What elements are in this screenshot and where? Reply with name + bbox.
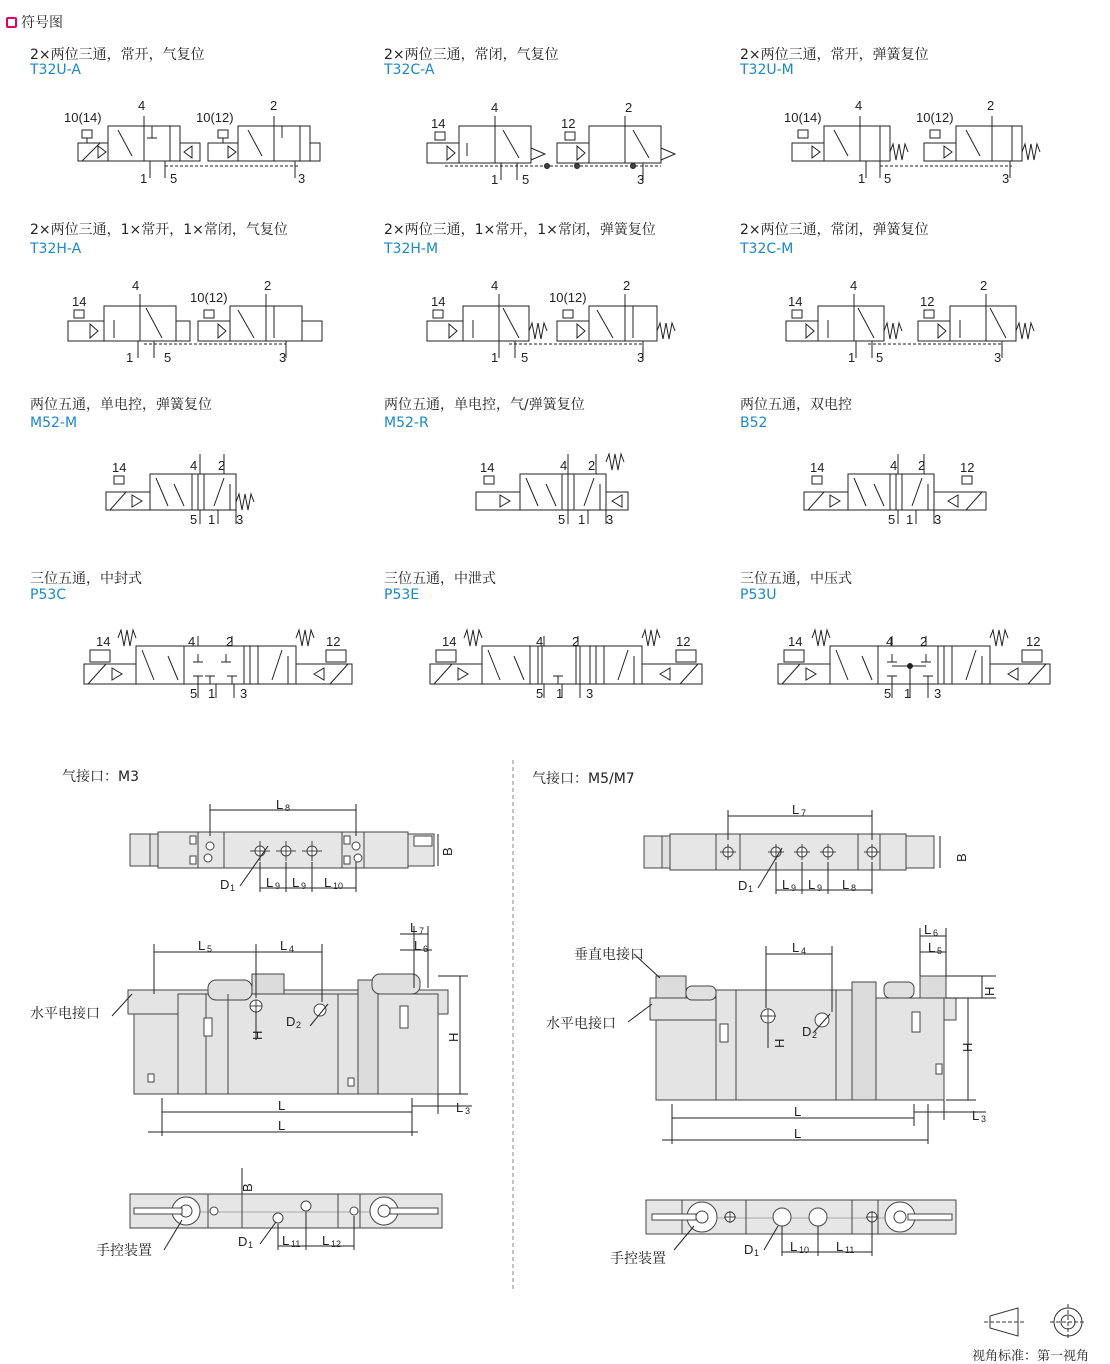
symbol-caption: 2×两位三通，常开，气复位 bbox=[30, 47, 205, 63]
port-label: 10(12) bbox=[916, 110, 954, 125]
symbol-code: T32U-A bbox=[30, 62, 81, 78]
port-label: 3 bbox=[279, 350, 287, 365]
port-label: 5 bbox=[884, 171, 892, 186]
port-label: 14 bbox=[480, 460, 495, 475]
dim-label-l10: L bbox=[790, 1239, 798, 1254]
valve-symbol-p53u bbox=[778, 626, 1058, 706]
port-label: 14 bbox=[72, 294, 87, 309]
dim-label-d2: D bbox=[802, 1024, 812, 1039]
port-label: 1 bbox=[858, 171, 866, 186]
dim-label-l6: L bbox=[414, 938, 422, 953]
svg-text:4: 4 bbox=[289, 944, 295, 954]
svg-text:3: 3 bbox=[465, 1106, 471, 1116]
svg-text:9: 9 bbox=[301, 881, 307, 891]
horizontal-connector-label: 水平电接口 bbox=[546, 1016, 616, 1032]
dim-label-l11: L bbox=[282, 1233, 290, 1248]
port-label: 14 bbox=[788, 294, 803, 309]
svg-text:8: 8 bbox=[285, 803, 291, 813]
dim-label-l6: L bbox=[924, 922, 932, 937]
port-label: 12 bbox=[1026, 634, 1041, 649]
port-label: 4 bbox=[890, 458, 898, 473]
dim-label-d1: D bbox=[744, 1242, 754, 1257]
port-label: 5 bbox=[558, 512, 566, 527]
port-label: 1 bbox=[126, 350, 134, 365]
port-label: 12 bbox=[561, 116, 576, 131]
port-label: 1 bbox=[208, 512, 216, 527]
port-label: 10(12) bbox=[190, 290, 228, 305]
section-title: 符号图 bbox=[21, 15, 63, 31]
dim-label-h3: H bbox=[772, 1038, 787, 1048]
symbol-caption: 2×两位三通，常开，弹簧复位 bbox=[740, 47, 929, 63]
port-label: 12 bbox=[960, 460, 975, 475]
port-label: 3 bbox=[934, 512, 942, 527]
port-label: 5 bbox=[164, 350, 172, 365]
svg-text:8: 8 bbox=[851, 883, 857, 893]
top-view-m5m7 bbox=[636, 796, 986, 906]
dim-label-l2: L bbox=[794, 1104, 802, 1119]
port-label: 14 bbox=[431, 116, 446, 131]
port-label: 14 bbox=[442, 634, 457, 649]
svg-text:5: 5 bbox=[207, 944, 213, 954]
port-label: 10(12) bbox=[196, 110, 234, 125]
port-label: 1 bbox=[904, 686, 912, 701]
port-label: 14 bbox=[112, 460, 127, 475]
dim-label-b2: B bbox=[240, 1183, 255, 1192]
port-label: 2 bbox=[920, 634, 928, 649]
port-label: 3 bbox=[606, 512, 614, 527]
section-title-m5m7: 气接口：M5/M7 bbox=[532, 771, 635, 787]
port-label: 4 bbox=[188, 634, 196, 649]
port-label: 5 bbox=[888, 512, 896, 527]
projection-legend: 视角标准：第一视角 bbox=[972, 1349, 1090, 1364]
bottom-view-m3 bbox=[90, 1168, 460, 1278]
port-label: 1 bbox=[578, 512, 586, 527]
dim-label-h1: H bbox=[446, 1032, 461, 1042]
symbol-caption: 三位五通，中压式 bbox=[740, 571, 852, 587]
port-label: 12 bbox=[920, 294, 935, 309]
port-label: 10(12) bbox=[549, 290, 587, 305]
dim-label-b1: B bbox=[440, 847, 455, 856]
symbol-code: T32H-A bbox=[30, 241, 82, 257]
dim-label-d2: D bbox=[286, 1014, 296, 1029]
svg-text:9: 9 bbox=[817, 883, 823, 893]
port-label: 3 bbox=[236, 512, 244, 527]
svg-text:7: 7 bbox=[419, 926, 425, 936]
port-label: 14 bbox=[788, 634, 803, 649]
svg-text:9: 9 bbox=[275, 881, 281, 891]
dim-label-l10: L bbox=[324, 875, 332, 890]
port-label: 1 bbox=[556, 686, 564, 701]
symbol-caption: 三位五通，中泄式 bbox=[384, 571, 496, 587]
port-label: 14 bbox=[96, 634, 111, 649]
port-label: 4 bbox=[536, 634, 544, 649]
symbol-code: T32U-M bbox=[740, 62, 794, 78]
port-label: 12 bbox=[326, 634, 341, 649]
symbol-caption: 2×两位三通，1×常开，1×常闭，气复位 bbox=[30, 222, 288, 238]
svg-text:4: 4 bbox=[801, 946, 807, 956]
port-label: 1 bbox=[491, 172, 499, 187]
valve-symbol-t32u-a bbox=[60, 98, 320, 188]
port-label: 4 bbox=[850, 278, 858, 293]
port-label: 4 bbox=[491, 100, 499, 115]
port-label: 2 bbox=[625, 100, 633, 115]
port-label: 1 bbox=[140, 171, 148, 186]
dim-label-l9: L bbox=[292, 875, 300, 890]
port-label: 5 bbox=[884, 686, 892, 701]
port-label: 1 bbox=[906, 512, 914, 527]
dim-label-b1: B bbox=[954, 853, 969, 862]
valve-symbol-b52 bbox=[802, 454, 1002, 534]
dim-label-l4: L bbox=[280, 938, 288, 953]
dim-label-l3: L bbox=[972, 1108, 980, 1123]
port-label: 4 bbox=[491, 278, 499, 293]
svg-text:1: 1 bbox=[248, 1240, 254, 1250]
dim-label-l12: L bbox=[322, 1233, 330, 1248]
svg-text:7: 7 bbox=[801, 808, 807, 818]
port-label: 4 bbox=[560, 458, 568, 473]
svg-text:5: 5 bbox=[937, 946, 943, 956]
dim-label-l1: L bbox=[794, 1126, 802, 1141]
symbol-caption: 2×两位三通，1×常开，1×常闭，弹簧复位 bbox=[384, 222, 656, 238]
symbol-code: T32H-M bbox=[384, 241, 439, 257]
valve-symbol-t32u-m bbox=[780, 98, 1050, 188]
dim-label-l11: L bbox=[836, 1239, 844, 1254]
port-label: 2 bbox=[980, 278, 988, 293]
dim-label-l4: L bbox=[792, 940, 800, 955]
port-label: 2 bbox=[270, 98, 278, 113]
port-label: 2 bbox=[987, 98, 995, 113]
svg-text:9: 9 bbox=[791, 883, 797, 893]
port-label: 1 bbox=[208, 686, 216, 701]
port-label: 3 bbox=[637, 350, 645, 365]
svg-text:3: 3 bbox=[981, 1114, 987, 1124]
dim-label-d1: D bbox=[220, 877, 230, 892]
port-label: 12 bbox=[676, 634, 691, 649]
valve-symbol-t32h-a bbox=[66, 276, 326, 366]
symbol-caption: 2×两位三通，常闭，弹簧复位 bbox=[740, 222, 929, 238]
symbol-caption: 2×两位三通，常闭，气复位 bbox=[384, 47, 559, 63]
port-label: 2 bbox=[623, 278, 631, 293]
manual-override-label: 手控装置 bbox=[96, 1243, 152, 1259]
valve-symbol-m52-r bbox=[474, 454, 644, 534]
port-label: 3 bbox=[1002, 171, 1010, 186]
section-marker-icon bbox=[6, 17, 17, 28]
port-label: 5 bbox=[522, 172, 530, 187]
front-view-m3 bbox=[28, 918, 488, 1148]
port-label: 3 bbox=[586, 686, 594, 701]
port-label: 4 bbox=[132, 278, 140, 293]
port-label: 5 bbox=[521, 350, 529, 365]
port-label: 5 bbox=[190, 512, 198, 527]
svg-text:1: 1 bbox=[754, 1248, 760, 1258]
dim-label-d1: D bbox=[238, 1234, 248, 1249]
symbol-caption: 两位五通，单电控，气/弹簧复位 bbox=[384, 397, 585, 413]
symbol-code: M52-M bbox=[30, 415, 78, 431]
port-label: 4 bbox=[855, 98, 863, 113]
symbol-code: B52 bbox=[740, 415, 768, 431]
port-label: 3 bbox=[637, 172, 645, 187]
port-label: 1 bbox=[491, 350, 499, 365]
svg-text:2: 2 bbox=[296, 1020, 302, 1030]
port-label: 4 bbox=[138, 98, 146, 113]
dim-label-l1: L bbox=[278, 1118, 286, 1133]
vertical-connector-label: 垂直电接口 bbox=[574, 947, 644, 963]
valve-symbol-t32c-a bbox=[425, 98, 685, 188]
valve-symbol-m52-m bbox=[104, 454, 274, 534]
dim-label-l5: L bbox=[198, 938, 206, 953]
dim-label-l9: L bbox=[782, 877, 790, 892]
symbol-caption: 两位五通，单电控，弹簧复位 bbox=[30, 397, 212, 413]
symbol-caption: 两位五通，双电控 bbox=[740, 397, 852, 413]
port-label: 5 bbox=[536, 686, 544, 701]
dim-label-l5: L bbox=[928, 940, 936, 955]
svg-text:1: 1 bbox=[748, 884, 754, 894]
port-label: 3 bbox=[994, 350, 1002, 365]
symbol-code: P53U bbox=[740, 587, 777, 603]
symbol-code: P53C bbox=[30, 587, 67, 603]
svg-text:11: 11 bbox=[291, 1239, 301, 1249]
port-label: 3 bbox=[934, 686, 942, 701]
svg-text:6: 6 bbox=[933, 928, 939, 938]
svg-text:11: 11 bbox=[845, 1245, 855, 1255]
port-label: 5 bbox=[190, 686, 198, 701]
port-label: 14 bbox=[431, 294, 446, 309]
horizontal-connector-label: 水平电接口 bbox=[30, 1006, 100, 1022]
svg-text:1: 1 bbox=[230, 883, 236, 893]
symbol-code: M52-R bbox=[384, 415, 429, 431]
symbol-code: T32C-A bbox=[384, 62, 435, 78]
dim-label-l7: L bbox=[792, 802, 800, 817]
dim-label-l8: L bbox=[842, 877, 850, 892]
svg-text:12: 12 bbox=[331, 1239, 342, 1249]
dim-label-l8: L bbox=[276, 797, 284, 812]
svg-text:10: 10 bbox=[333, 881, 344, 891]
dim-label-l9: L bbox=[266, 875, 274, 890]
manual-override-label: 手控装置 bbox=[610, 1251, 666, 1267]
port-label: 5 bbox=[876, 350, 884, 365]
svg-text:10: 10 bbox=[799, 1245, 810, 1255]
port-label: 2 bbox=[264, 278, 272, 293]
dim-label-l7: L bbox=[410, 920, 418, 935]
port-label: 10(14) bbox=[64, 110, 102, 125]
port-label: 3 bbox=[298, 171, 306, 186]
port-label: 2 bbox=[226, 634, 234, 649]
port-label: 4 bbox=[190, 458, 198, 473]
port-label: 1 bbox=[848, 350, 856, 365]
port-label: 2 bbox=[588, 458, 596, 473]
port-label: 2 bbox=[218, 458, 226, 473]
svg-text:6: 6 bbox=[423, 944, 429, 954]
symbol-caption: 三位五通，中封式 bbox=[30, 571, 142, 587]
valve-symbol-p53e bbox=[430, 626, 710, 706]
dim-label-d1: D bbox=[738, 878, 748, 893]
port-label: 5 bbox=[170, 171, 178, 186]
port-label: 14 bbox=[810, 460, 825, 475]
panel-divider bbox=[512, 760, 514, 1290]
svg-text:2: 2 bbox=[812, 1030, 818, 1040]
port-label: 2 bbox=[572, 634, 580, 649]
projection-icon bbox=[984, 1302, 1094, 1342]
dim-label-h2: H bbox=[982, 986, 997, 996]
port-label: 3 bbox=[240, 686, 248, 701]
dim-label-l2: L bbox=[278, 1098, 286, 1113]
symbol-code: T32C-M bbox=[740, 241, 794, 257]
port-label: 10(14) bbox=[784, 110, 822, 125]
valve-symbol-p53c bbox=[82, 626, 362, 706]
section-title-m3: 气接口：M3 bbox=[62, 769, 139, 785]
top-view-m3 bbox=[120, 796, 470, 906]
port-label: 4 bbox=[886, 634, 894, 649]
valve-symbol-t32h-m bbox=[425, 276, 695, 366]
dim-label-h2: H bbox=[250, 1030, 265, 1040]
dim-label-l3: L bbox=[456, 1100, 464, 1115]
port-label: 2 bbox=[918, 458, 926, 473]
section-header bbox=[6, 12, 63, 32]
symbol-code: P53E bbox=[384, 587, 420, 603]
dim-label-h1: H bbox=[960, 1042, 975, 1052]
dim-label-l9: L bbox=[808, 877, 816, 892]
valve-symbol-t32c-m bbox=[784, 276, 1054, 366]
